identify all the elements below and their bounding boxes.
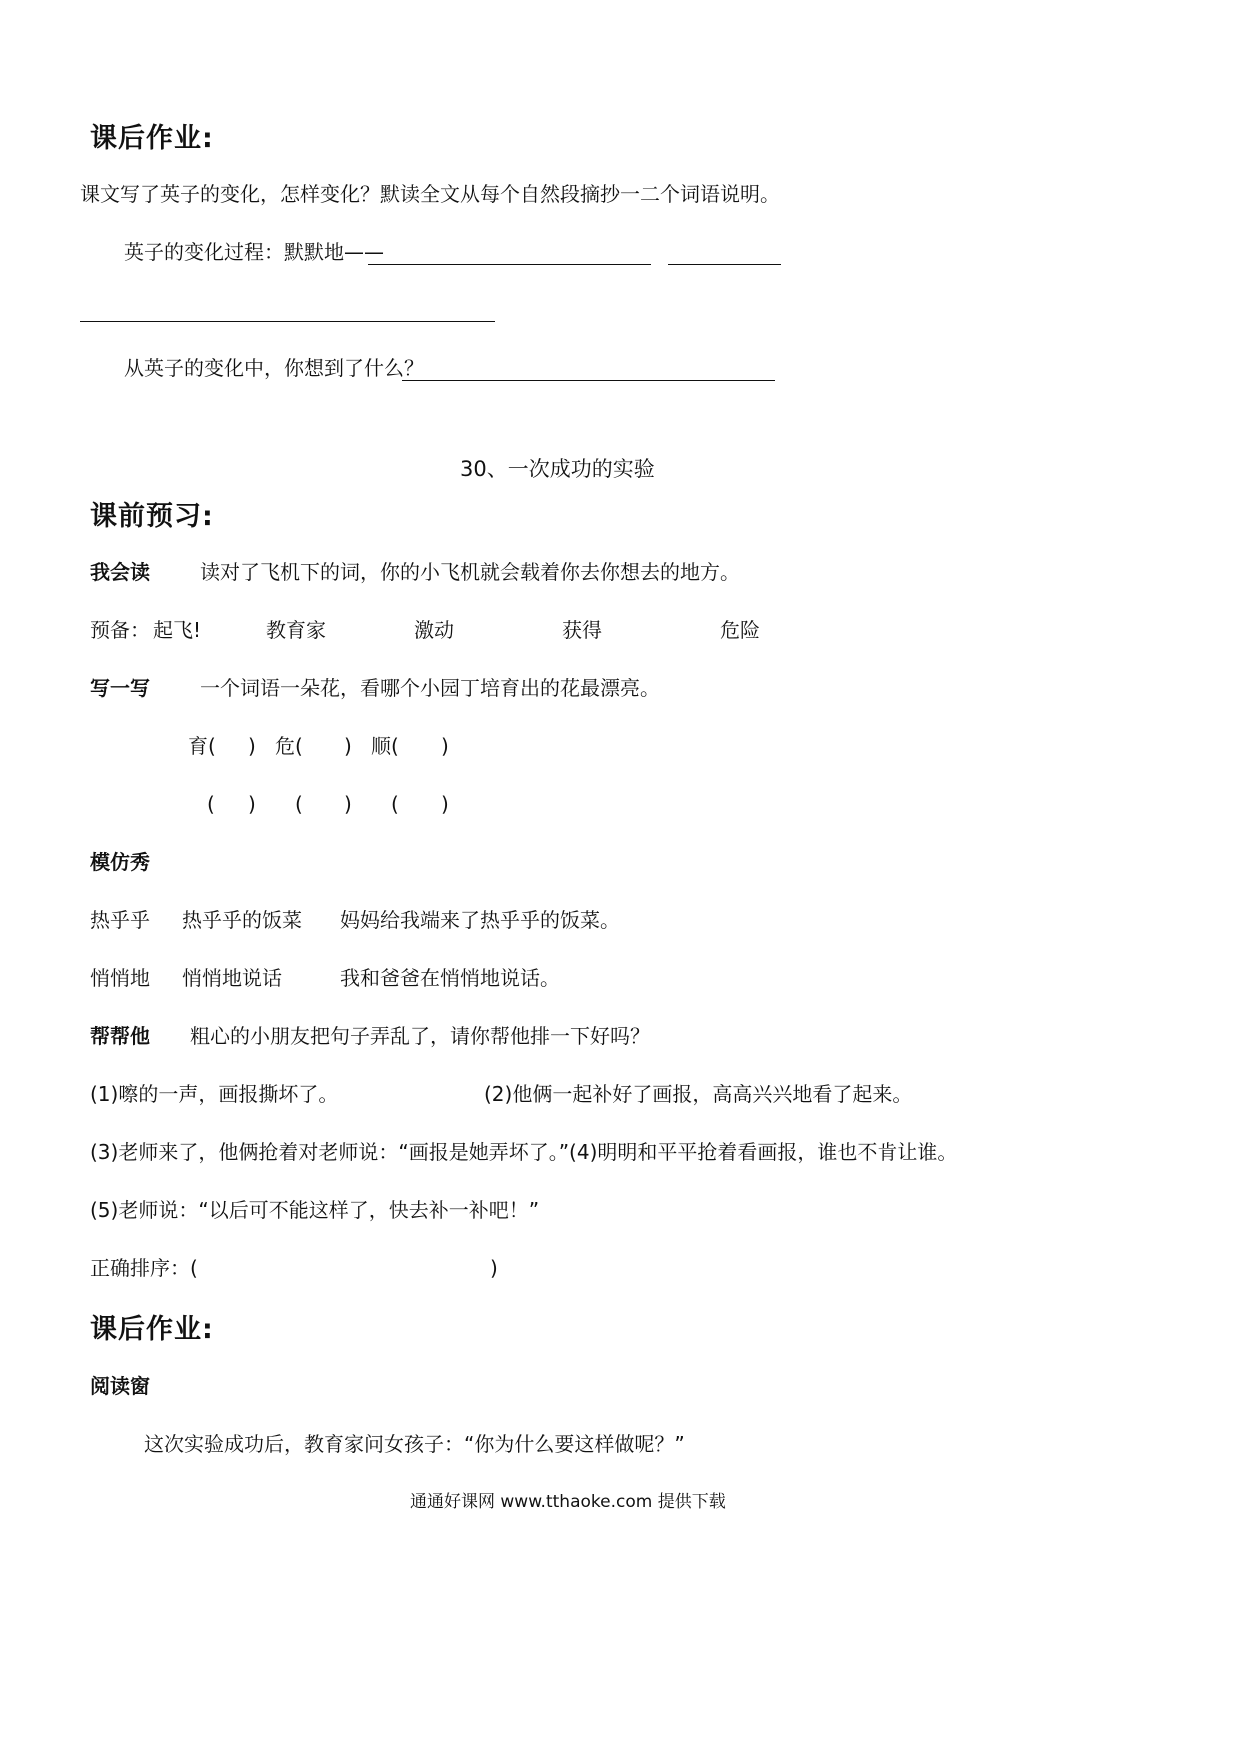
imitate-word-2: 悄悄地 bbox=[90, 966, 150, 990]
read-instruction: 读对了飞机下的词，你的小飞机就会载着你去你想去的地方。 bbox=[200, 560, 740, 584]
imitate-sentence-2: 我和爸爸在悄悄地说话。 bbox=[340, 966, 560, 990]
char-wei: 危( bbox=[275, 734, 303, 758]
word-4: 获得 bbox=[562, 618, 602, 642]
change-process-label: 英子的变化过程：默默地—— bbox=[124, 240, 384, 264]
sentence-2: (2)他俩一起补好了画报，高高兴兴地看了起来。 bbox=[484, 1082, 913, 1106]
paren-open-5: ( bbox=[295, 792, 303, 816]
char-yu: 育( bbox=[188, 734, 216, 758]
paren-close-4: ) bbox=[248, 792, 256, 816]
imitate-phrase-1: 热乎乎的饭菜 bbox=[182, 908, 302, 932]
paren-close-1: ) bbox=[248, 734, 256, 758]
preview-heading: 课前预习: bbox=[90, 501, 214, 532]
order-close-paren: ) bbox=[490, 1256, 498, 1280]
word-2: 教育家 bbox=[266, 618, 326, 642]
dash-2 bbox=[80, 321, 120, 322]
prep-label: 预备： bbox=[90, 618, 150, 642]
answer-blank-3[interactable] bbox=[668, 264, 781, 265]
imitate-word-1: 热乎乎 bbox=[90, 908, 150, 932]
help-label: 帮帮他 bbox=[90, 1024, 150, 1048]
imitate-label: 模仿秀 bbox=[90, 850, 150, 874]
reading-passage: 这次实验成功后，教育家问女孩子：“你为什么要这样做呢？” bbox=[144, 1432, 685, 1456]
paren-close-5: ) bbox=[344, 792, 352, 816]
answer-blank-1[interactable] bbox=[368, 264, 508, 265]
instruction-text: 课文写了英子的变化，怎样变化？默读全文从每个自然段摘抄一二个词语说明。 bbox=[80, 182, 780, 206]
homework-heading-bottom: 课后作业: bbox=[90, 1314, 214, 1345]
reflection-answer-blank[interactable] bbox=[402, 380, 775, 381]
word-3: 激动 bbox=[414, 618, 454, 642]
paren-open-4: ( bbox=[207, 792, 215, 816]
sentence-1: (1)嚓的一声，画报撕坏了。 bbox=[90, 1082, 339, 1106]
paren-close-3: ) bbox=[441, 734, 449, 758]
answer-blank-2[interactable] bbox=[548, 264, 651, 265]
sentence-3-4: (3)老师来了，他俩抢着对老师说：“画报是她弄坏了。”(4)明明和平平抢着看画报，谁也不肯让谁。 bbox=[90, 1140, 958, 1164]
word-5: 危险 bbox=[720, 618, 760, 642]
paren-close-2: ) bbox=[344, 734, 352, 758]
help-instruction: 粗心的小朋友把句子弄乱了，请你帮他排一下好吗？ bbox=[190, 1024, 650, 1048]
order-label: 正确排序：( bbox=[90, 1256, 198, 1280]
sentence-5: (5)老师说：“以后可不能这样了，快去补一补吧！” bbox=[90, 1198, 540, 1222]
dash-1 bbox=[508, 264, 548, 265]
char-shun: 顺( bbox=[371, 734, 399, 758]
reflection-question: 从英子的变化中，你想到了什么？ bbox=[124, 356, 424, 380]
write-instruction: 一个词语一朵花，看哪个小园丁培育出的花最漂亮。 bbox=[200, 676, 660, 700]
write-label: 写一写 bbox=[90, 676, 150, 700]
dash-3 bbox=[297, 321, 337, 322]
imitate-sentence-1: 妈妈给我端来了热乎乎的饭菜。 bbox=[340, 908, 620, 932]
word-1: 起飞! bbox=[153, 618, 202, 642]
answer-blank-5[interactable] bbox=[337, 321, 495, 322]
imitate-phrase-2: 悄悄地说话 bbox=[182, 966, 282, 990]
homework-heading-top: 课后作业: bbox=[90, 123, 214, 154]
paren-close-6: ) bbox=[441, 792, 449, 816]
lesson-title: 30、一次成功的实验 bbox=[460, 457, 655, 481]
read-label: 我会读 bbox=[90, 560, 150, 584]
reading-label: 阅读窗 bbox=[90, 1374, 150, 1398]
footer-text: 通通好课网 www.tthaoke.com 提供下载 bbox=[410, 1492, 726, 1512]
paren-open-6: ( bbox=[391, 792, 399, 816]
answer-blank-4[interactable] bbox=[120, 321, 297, 322]
